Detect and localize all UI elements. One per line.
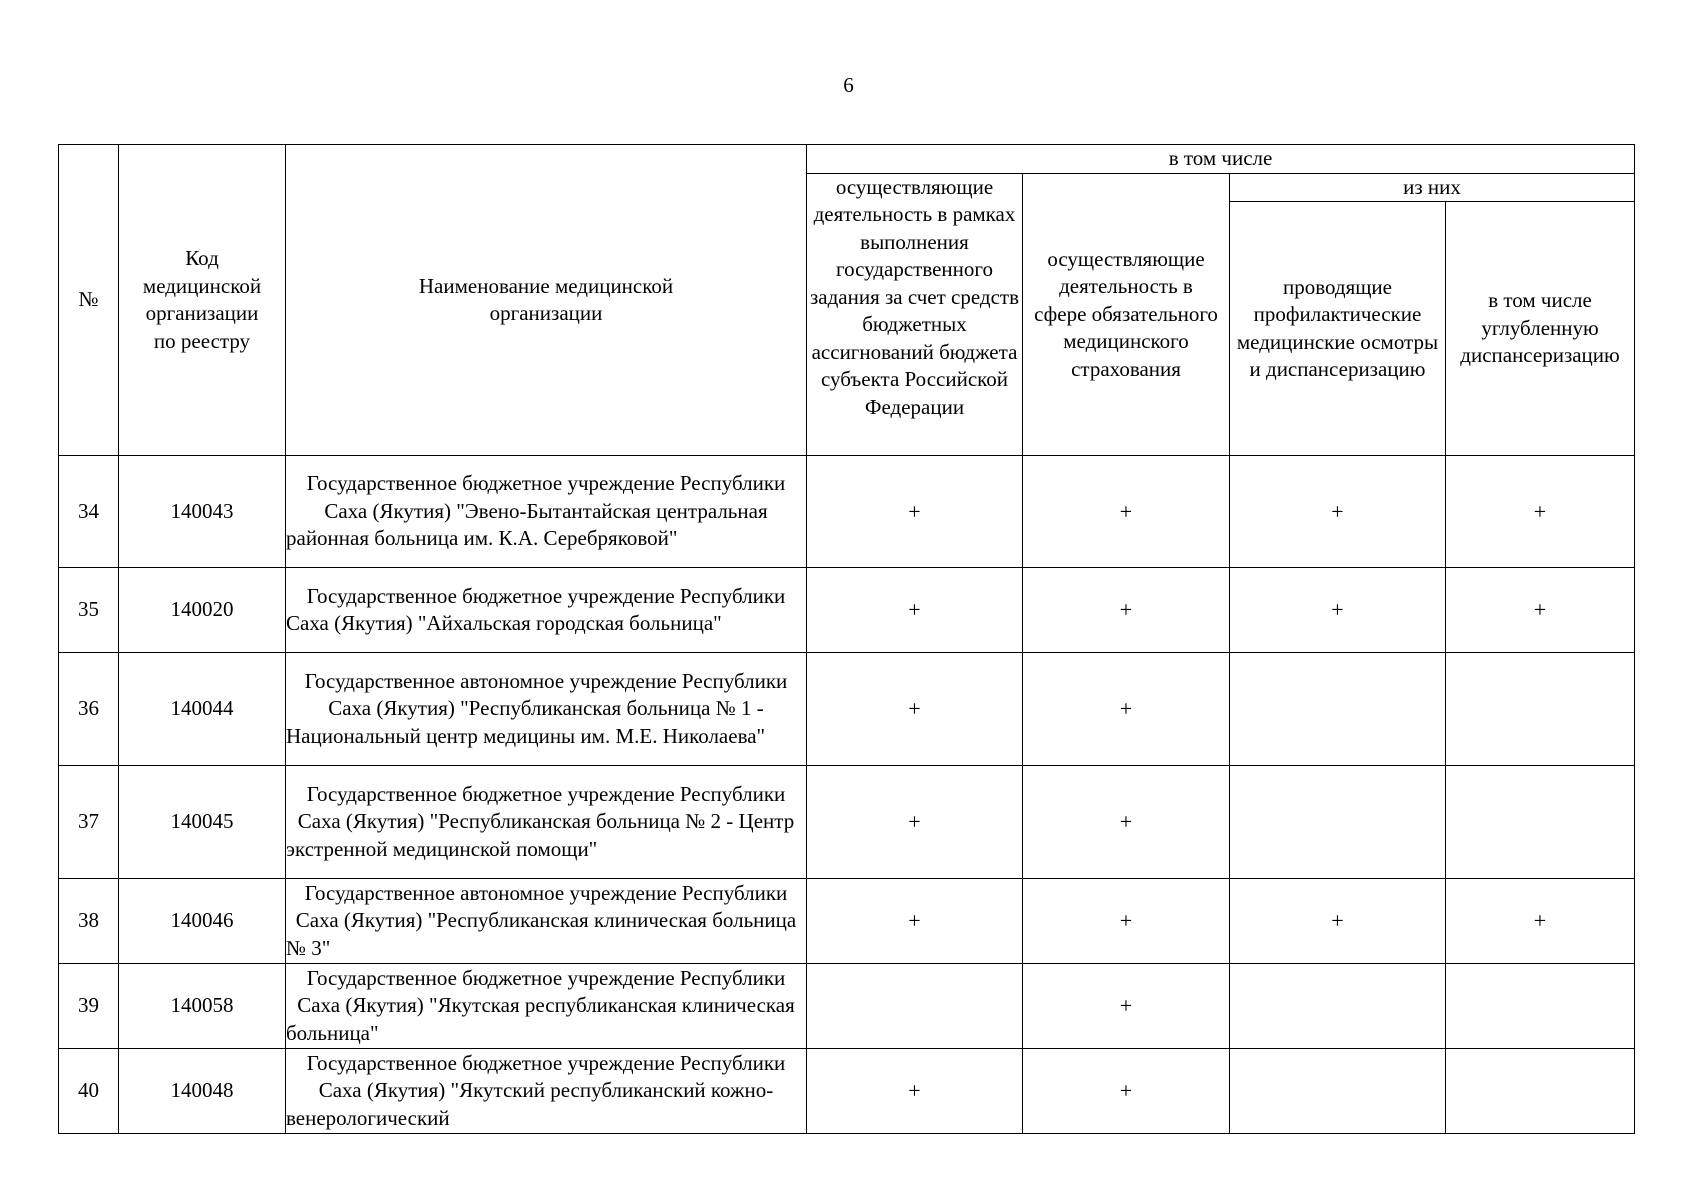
row-budget-mark: + [807, 766, 1023, 879]
row-preventive-mark [1230, 653, 1446, 766]
row-budget-mark: + [807, 568, 1023, 653]
table-row [59, 964, 1635, 1049]
row-name: Государственное бюджетное учреждение Республики Саха (Якутия) "Якутский республиканский кожно-венерологический [286, 1049, 807, 1134]
row-code: 140058 [119, 964, 286, 1049]
header-in-depth [1446, 202, 1635, 456]
row-number: 36 [59, 653, 119, 766]
row-oms-mark: + [1023, 1049, 1230, 1134]
row-oms-mark: + [1023, 653, 1230, 766]
row-number: 34 [59, 456, 119, 568]
row-code: 140043 [119, 456, 286, 568]
row-name: Государственное автономное учреждение Республики Саха (Якутия) "Республиканская больница № 1 - Национальный центр медицины им. М.Е. Николаева" [286, 653, 807, 766]
row-preventive-mark [1230, 766, 1446, 879]
header-in-depth-text: в том числе углубленную диспансеризацию [1460, 288, 1620, 368]
header-preventive-text: проводящие профилактические медицинские осмотры и диспансеризацию [1236, 274, 1439, 381]
header-budget-text: осуществляющие деятельность в рамках выполнения государственного задания за счет средств бюджетных ассигнований бюджета субъекта Российской Федерации [809, 174, 1020, 419]
row-in-depth-mark: + [1446, 879, 1635, 964]
row-code: 140020 [119, 568, 286, 653]
row-preventive-mark [1230, 1049, 1446, 1134]
header-preventive [1230, 202, 1446, 456]
row-oms-mark: + [1023, 879, 1230, 964]
row-oms-mark: + [1023, 964, 1230, 1049]
header-name [286, 145, 807, 456]
row-in-depth-mark: + [1446, 568, 1635, 653]
row-in-depth-mark [1446, 964, 1635, 1049]
table-row [59, 879, 1635, 964]
row-name: Государственное бюджетное учреждение Республики Саха (Якутия) "Айхальская городская больница" [286, 568, 807, 653]
row-in-depth-mark: + [1446, 456, 1635, 568]
page-number: 6 [843, 73, 854, 97]
row-oms-mark: + [1023, 766, 1230, 879]
row-name: Государственное бюджетное учреждение Республики Саха (Якутия) "Эвено-Бытантайская центральная районная больница им. К.А. Серебряковой" [286, 456, 807, 568]
row-code: 140045 [119, 766, 286, 879]
header-including: в том числе [807, 145, 1635, 174]
row-number: 38 [59, 879, 119, 964]
row-name: Государственное бюджетное учреждение Республики Саха (Якутия) "Республиканская больница № 2 - Центр экстренной медицинской помощи" [286, 766, 807, 879]
table-row [59, 1049, 1635, 1134]
row-in-depth-mark [1446, 1049, 1635, 1134]
row-in-depth-mark [1446, 766, 1635, 879]
row-name: Государственное автономное учреждение Республики Саха (Якутия) "Республиканская клиническая больница № 3" [286, 879, 807, 964]
row-oms-mark: + [1023, 456, 1230, 568]
row-oms-mark: + [1023, 568, 1230, 653]
row-number: 37 [59, 766, 119, 879]
row-code: 140048 [119, 1049, 286, 1134]
row-preventive-mark: + [1230, 456, 1446, 568]
table-row [59, 456, 1635, 568]
row-number: 39 [59, 964, 119, 1049]
row-budget-mark: + [807, 653, 1023, 766]
row-preventive-mark: + [1230, 568, 1446, 653]
row-budget-mark: + [807, 879, 1023, 964]
header-name-text: Наименование медицинской организации [418, 273, 674, 325]
header-code-text: Код медицинской организации по реестру [142, 246, 262, 353]
table-row [59, 568, 1635, 653]
row-budget-mark: + [807, 456, 1023, 568]
row-code: 140046 [119, 879, 286, 964]
row-in-depth-mark [1446, 653, 1635, 766]
header-oms-text: осуществляющие деятельность в сфере обязательного медицинского страхования [1034, 246, 1218, 381]
row-number: 35 [59, 568, 119, 653]
row-number: 40 [59, 1049, 119, 1134]
row-preventive-mark [1230, 964, 1446, 1049]
header-number: № [59, 145, 119, 456]
header-budget [807, 173, 1023, 456]
row-name: Государственное бюджетное учреждение Республики Саха (Якутия) "Якутская республиканская клиническая больница" [286, 964, 807, 1049]
row-budget-mark: + [807, 1049, 1023, 1134]
row-code: 140044 [119, 653, 286, 766]
table-row [59, 653, 1635, 766]
header-oms [1023, 173, 1230, 456]
table-row [59, 766, 1635, 879]
header-code [119, 145, 286, 456]
row-budget-mark [807, 964, 1023, 1049]
medical-organizations-table [58, 144, 1635, 1134]
row-preventive-mark: + [1230, 879, 1446, 964]
header-of-them: из них [1230, 173, 1635, 202]
